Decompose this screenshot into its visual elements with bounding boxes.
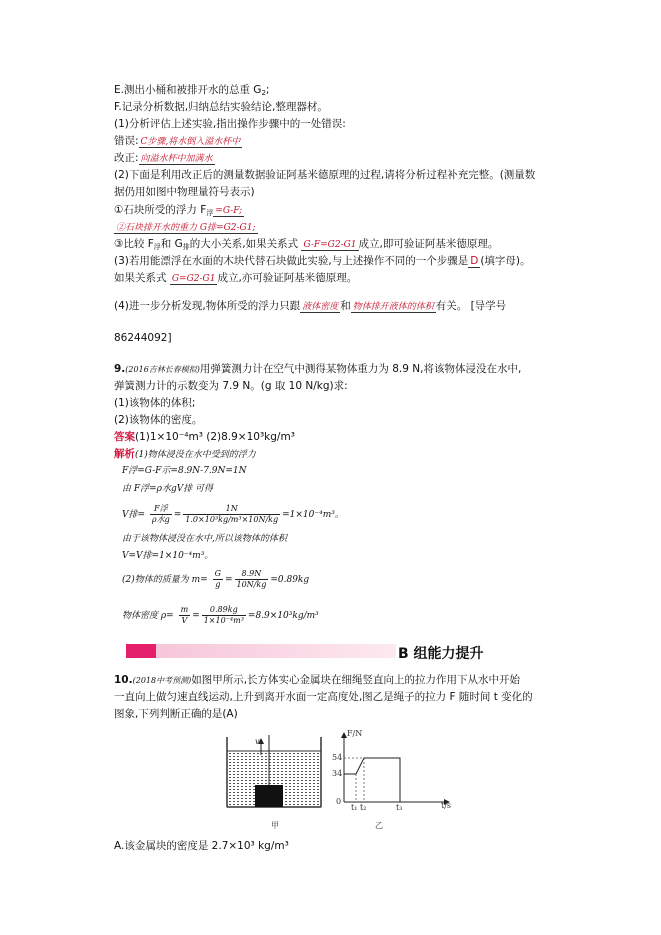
section-banner-cap — [126, 644, 156, 658]
velocity-label: v — [255, 737, 260, 746]
problem-9-line-d: (2)该物体的密度。 — [114, 414, 203, 426]
figure-jia-caption: 甲 — [271, 821, 279, 830]
fraction: $\frac{m}{V}$ — [180, 605, 189, 625]
question-3-answer: D — [470, 255, 479, 267]
step-3-answer: G-F=G2-G1 — [303, 240, 357, 250]
question-3-line-a: (3)若用能漂浮在水面的木块代替石块做此实验,与上述操作不同的一个步骤是 D (填字母)。 — [114, 255, 531, 267]
metal-block — [255, 785, 283, 807]
explanation-line-8: 物体密度 ρ= $\frac{m}{V}$ = $\frac{0.89kg}{\text{1×10⁻⁴m³}}$ =8.9×10³kg/m³ — [122, 605, 319, 625]
f-axis-label: F/N — [347, 729, 363, 738]
doc-number: 86244092] — [114, 332, 172, 344]
problem-9-line-a: 9.(2016吉林长春模拟)用弹簧测力计在空气中测得某物体重力为 8.9 N,将该物体浸没在水中, — [114, 363, 522, 375]
section-banner — [126, 644, 396, 658]
tick-t1: t₁ — [351, 803, 358, 812]
step-2-answer: ②石块排开水的重力 G排=G2-G1; — [116, 223, 256, 233]
explanation-line-1: 解析(1)物体浸没在水中受到的浮力 — [114, 448, 256, 460]
tick-t3: t₃ — [396, 803, 403, 812]
problem-10-line-b: 一直向上做匀速直线运动,上升到离开水面一定高度处,图乙是绳子的拉力 F 随时间 t 变化的 — [114, 691, 533, 703]
t-axis-label: t/s — [441, 801, 452, 810]
answer-label: 答案 — [114, 431, 135, 443]
error-line: 错误: C步骤,将水倒入溢水杯中 — [114, 135, 241, 147]
question-2-line-a: (2)下面是利用改正后的测量数据验证阿基米德原理的过程,请将分析过程补充完整。(测量数 — [114, 169, 536, 181]
question-4: (4)进一步分析发现,物体所受的浮力只跟 液体密度 和 物体排开液体的体积 有关。 [导学号 — [114, 300, 507, 312]
error-answer: C步骤,将水倒入溢水杯中 — [140, 137, 241, 147]
step-2 — [114, 220, 258, 235]
fix-answer: 向溢水杯中加满水 — [140, 154, 213, 164]
explanation-line-4: V排= $\frac{\text{F浮}}{\text{ρ水g}}$ = $\frac{1N}{\text{1.0×10³kg/m³×10N/kg}}$ =1×10⁻⁴m³。 — [122, 504, 344, 524]
figure-yi-caption: 乙 — [375, 821, 383, 830]
question-2-line-b: 据仍用如图中物理量符号表示) — [114, 186, 255, 198]
problem-9-line-b: 弹簧测力计的示数变为 7.9 N。(g 取 10 N/kg)求: — [114, 380, 348, 392]
fraction: $\frac{\text{F浮}}{\text{ρ水g}}$ — [151, 504, 170, 524]
step-3: ③比较 $F_浮$和 $G_排$的大小关系,如果关系式 G-F=G2-G1 成立,即可验证阿基米德原理。 — [114, 238, 499, 251]
problem-9-line-c: (1)该物体的体积; — [114, 397, 196, 409]
question-3-line-b: 如果关系式 G=G2-G1 成立,亦可验证阿基米德原理。 — [114, 272, 358, 284]
force-curve — [344, 758, 400, 802]
section-title: B 组能力提升 — [398, 646, 484, 662]
step-1-answer: =G-F; — [215, 206, 243, 216]
answer-line: 答案(1)1×10⁻⁴m³ (2)8.9×10³kg/m³ — [114, 431, 295, 443]
problem-10-line-a: 10.(2018中考预测)如图甲所示,长方体实心金属块在细绳竖直向上的拉力作用下从水中开始 — [114, 674, 521, 686]
step-1: ①石块所受的浮力 $F_浮 =G-F$; — [114, 204, 243, 217]
fraction: $\frac{G}{g}$ — [214, 569, 221, 589]
explanation-line-5: 由于该物体浸没在水中,所以该物体的体积 — [122, 534, 287, 544]
explanation-label: 解析 — [114, 448, 135, 460]
step-f: F.记录分析数据,归纳总结实验结论,整理器材。 — [114, 101, 328, 113]
step-e: E.测出小桶和被排开水的总重 $G_2$; — [114, 84, 270, 97]
tick-t2: t₂ — [360, 803, 367, 812]
tick-34: 34 — [332, 769, 343, 778]
explanation-line-7: (2)物体的质量为 m= $\frac{G}{g}$ = $\frac{8.9N}{10N/kg}$ =0.89kg — [122, 569, 310, 589]
explanation-line-6: V=V排=1×10⁻⁴m³。 — [122, 551, 214, 561]
question-3-relation: G=G2-G1 — [171, 274, 216, 284]
question-4-answer-1: 液体密度 — [302, 302, 339, 312]
tick-54: 54 — [332, 753, 343, 762]
explanation-line-3: 由 F浮=ρ水gV排 可得 — [122, 484, 214, 494]
question-1: (1)分析评估上述实验,指出操作步骤中的一处错误: — [114, 118, 346, 130]
explanation-line-2: F浮=G-F示=8.9N-7.9N=1N — [122, 466, 247, 476]
fraction: $\frac{1N}{\text{1.0×10³kg/m³×10N/kg}}$ — [185, 504, 279, 524]
fraction: $\frac{8.9N}{10N/kg}$ — [236, 569, 267, 589]
figure-jia-tank — [225, 735, 325, 815]
problem-10-line-c: 图象,下列判断正确的是(A) — [114, 708, 238, 720]
fraction: $\frac{0.89kg}{\text{1×10⁻⁴m³}}$ — [203, 605, 244, 625]
tick-origin: 0 — [336, 797, 342, 806]
option-a: A.该金属块的密度是 2.7×10³ kg/m³ — [114, 840, 289, 852]
fix-line: 改正: 向溢水杯中加满水 — [114, 152, 213, 164]
question-4-answer-2: 物体排开液体的体积 — [352, 302, 434, 312]
